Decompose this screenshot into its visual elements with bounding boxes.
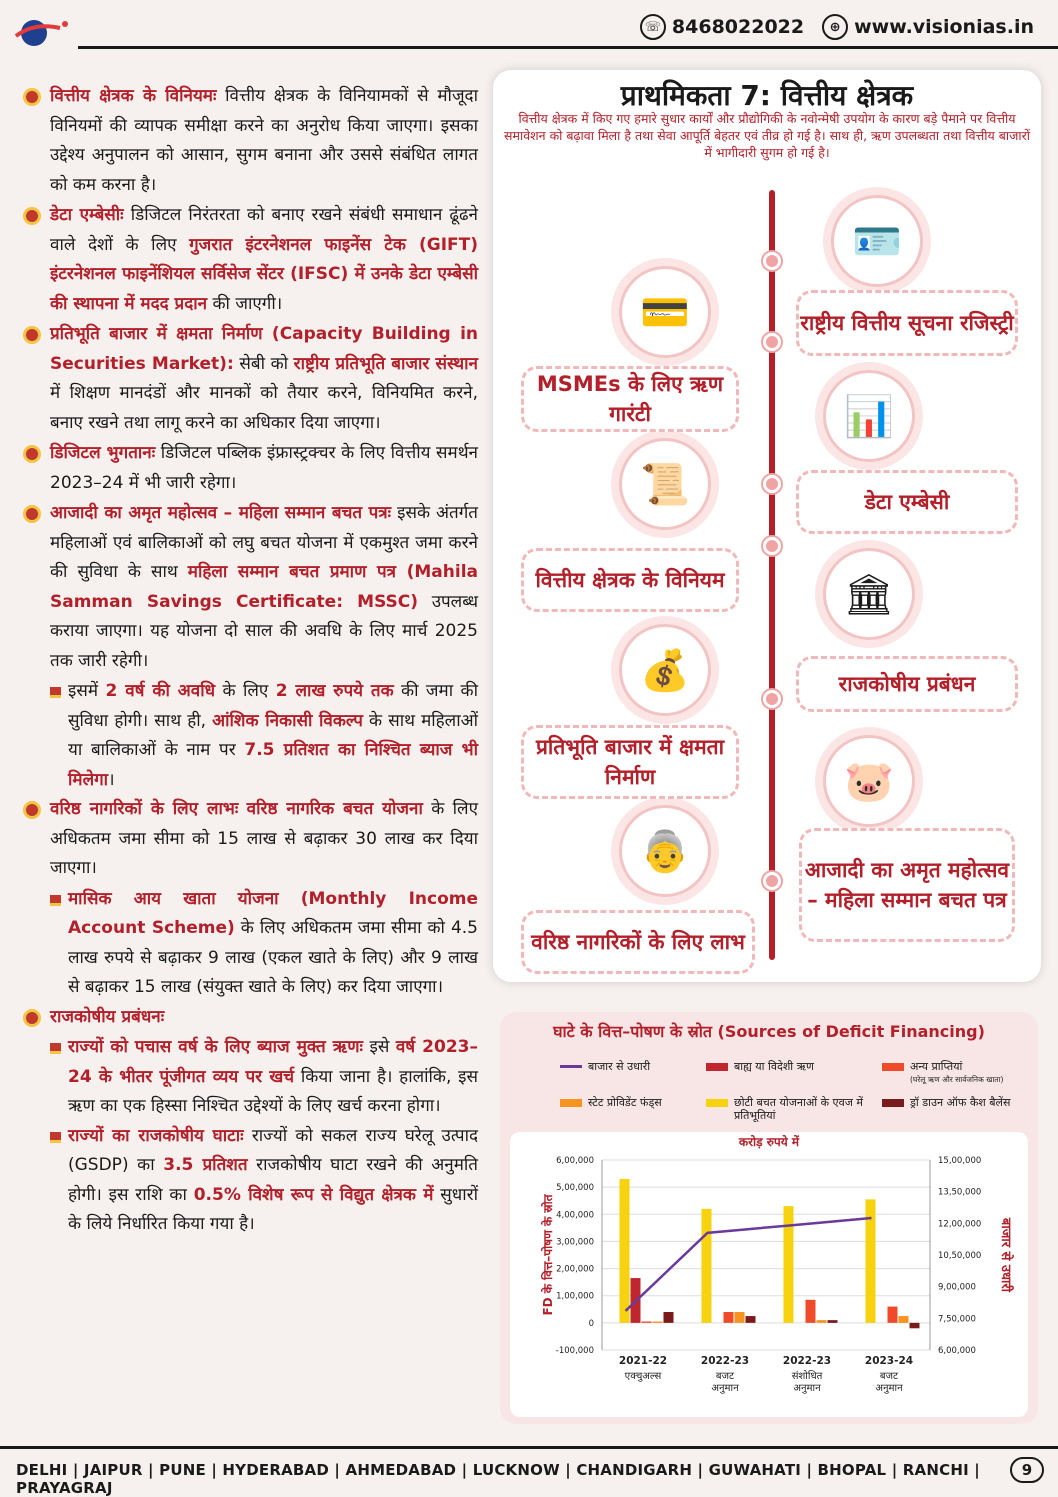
bullet-icon xyxy=(26,329,38,341)
item-heading: प्रतिभूति बाजार में क्षमता निर्माण (Capacity Building in Securities Market): xyxy=(50,324,478,374)
y-tick-label-left: 0 xyxy=(588,1318,594,1329)
list-item xyxy=(22,795,478,884)
item-text: सुधारों के लिये निर्धारित किया गया है। xyxy=(68,1184,478,1234)
sub-list-item xyxy=(22,677,478,795)
bar xyxy=(735,1312,745,1323)
globe-icon: ⊕ xyxy=(822,14,848,40)
item-highlight: गुजरात इंटरनेशनल फाइनेंस टेक (GIFT) इंटरनेशनल फाइनेंशियल सर्विसेज सेंटर (IFSC) में उनके डेटा एम्बेसी की स्थापना में मदद प्रदान xyxy=(50,234,478,314)
header-divider xyxy=(78,46,1058,49)
deficit-financing-chart xyxy=(510,1132,1028,1417)
item-text: डिजिटल निरंतरता को बनाए रखने संबंधी समाधान ढूंढने वाले देशों के लिए xyxy=(50,205,478,255)
item-highlight: वर्ष 2023–24 के भीतर पूंजीगत व्यय पर खर्च xyxy=(68,1037,478,1087)
chart-area xyxy=(510,1132,1028,1417)
bar xyxy=(784,1206,794,1323)
y-tick-label-left: 6,00,000 xyxy=(556,1156,594,1166)
legend-item xyxy=(706,1096,876,1122)
square-bullet-icon xyxy=(50,895,61,906)
sub-list-item xyxy=(22,1033,478,1122)
item-heading: वरिष्ठ नागरिकों के लिए लाभः xyxy=(50,799,239,819)
x-tick-label: 2022-23 xyxy=(700,1355,750,1367)
hand-rupee-icon: 💰 xyxy=(619,624,711,716)
infographic-title: प्राथमिकता 7: वित्तीय क्षेत्रक xyxy=(620,79,914,112)
item-text: । xyxy=(108,769,115,790)
government-building-icon: 🏛 xyxy=(823,548,915,640)
item-text: के लिए अधिकतम जमा सीमा को 15 लाख से बढ़ाकर 30 लाख कर दिया जाएगा। xyxy=(50,799,478,878)
bar xyxy=(899,1316,909,1323)
item-text: में शिक्षण मानदंडों और मानकों को तैयार करने, विनियमित करने, बनाए रखने तथा लागू करने का अधिकार दिया जाएगा। xyxy=(50,383,478,433)
square-bullet-icon xyxy=(50,1132,61,1143)
legend-item xyxy=(560,1096,690,1109)
bullet-icon xyxy=(26,448,38,460)
center-cities: DELHI | JAIPUR | PUNE | HYDERABAD | AHMEDABAD | LUCKNOW | CHANDIGARH | GUWAHATI | BHOPAL | RANCHI | PRAYAGRAJ xyxy=(16,1461,980,1497)
infographic-item: राजकोषीय प्रबंधन xyxy=(796,656,1018,712)
infographic-item: राष्ट्रीय वित्तीय सूचना रजिस्ट्री xyxy=(796,290,1018,356)
timeline-spine xyxy=(769,190,775,960)
item-highlight: आंशिक निकासी विकल्प xyxy=(212,710,363,731)
infographic-description: वित्तीय क्षेत्रक में किए गए हमारे सुधार कार्यों और प्रौद्योगिकी के नवोन्मेषी उपयोग के कारण बड़े पैमाने पर वित्तीय समावेशन को बढ़ावा मिला है तथा सेवा आपूर्ति बेहतर एवं तीव्र हो गई है। साथ ही, ऋण उपलब्धता तथा वित्तीय बाजारों में भागीदारी सुगम हो गई है। xyxy=(504,111,1030,160)
id-card-icon: 🪪 xyxy=(831,195,923,287)
legend-item xyxy=(706,1060,814,1073)
legend-swatch xyxy=(882,1099,904,1107)
timeline-node xyxy=(763,252,781,270)
legend-item xyxy=(882,1096,1012,1109)
item-highlight: 2 लाख रुपये तक xyxy=(275,681,394,701)
legend-swatch xyxy=(882,1063,904,1071)
series-line-market-borrowing xyxy=(626,1218,872,1311)
item-text: किया जाना है। हालांकि, इस ऋण का एक हिस्सा निश्चित उद्देश्यों के लिए खर्च करना होगा। xyxy=(68,1066,478,1116)
website-link[interactable]: www.visionias.in xyxy=(854,16,1034,38)
list-item xyxy=(22,1003,478,1033)
bar xyxy=(664,1312,674,1323)
item-highlight: 3.5 प्रतिशत xyxy=(163,1155,248,1175)
y-tick-label-right: 12,00,000 xyxy=(938,1219,982,1230)
bar xyxy=(888,1307,898,1323)
infographic-item: प्रतिभूति बाजार में क्षमता निर्माण xyxy=(521,725,739,799)
infographic-item: वरिष्ठ नागरिकों के लिए लाभ xyxy=(521,910,755,974)
priority-infographic xyxy=(493,70,1041,982)
phone-icon: ☏ xyxy=(640,14,666,40)
timeline-node xyxy=(763,872,781,890)
x-tick-sublabel: अनुमान xyxy=(793,1383,821,1394)
item-highlight: वरिष्ठ नागरिक बचत योजना xyxy=(246,799,423,819)
y-tick-label-right: 7,50,000 xyxy=(938,1314,976,1325)
item-highlight: 0.5% विशेष रूप से विद्युत क्षेत्रक में xyxy=(193,1184,434,1205)
legend-swatch xyxy=(560,1099,582,1107)
bar xyxy=(817,1320,827,1323)
senior-citizens-icon: 👵 xyxy=(619,805,711,897)
bar xyxy=(806,1300,816,1323)
credit-card-icon: 💳 xyxy=(619,266,711,358)
bar xyxy=(724,1312,734,1323)
y-tick-label-left: -100,000 xyxy=(555,1346,594,1356)
item-text: इसके अंतर्गत महिलाओं एवं बालिकाओं को लघु बचत योजना में एकमुश्त जमा करने की सुविधा के साथ xyxy=(50,503,478,582)
legend-item xyxy=(882,1060,1003,1086)
timeline-node xyxy=(763,333,781,351)
y-tick-label-left: 2,00,000 xyxy=(556,1264,594,1275)
item-text: की जमा की सुविधा होगी। साथ ही, xyxy=(68,681,478,731)
item-highlight: 7.5 प्रतिशत का निश्चित ब्याज भी मिलेगा xyxy=(68,740,479,790)
sub-list-item xyxy=(22,885,478,1003)
y-tick-label-left: 3,00,000 xyxy=(556,1237,594,1248)
infographic-item: डेटा एम्बेसी xyxy=(796,470,1018,534)
item-text: सेबी को xyxy=(233,353,294,374)
item-text: के लिए अधिकतम जमा सीमा को 4.5 लाख रुपये से बढ़ाकर 9 लाख (एकल खाते के लिए) और 9 लाख से बढ़ाकर 15 लाख (संयुक्त खाते के लिए) कर दिया जाएगा। xyxy=(68,918,478,997)
item-heading: आजादी का अमृत महोत्सव – महिला सम्मान बचत पत्रः xyxy=(50,503,392,523)
legend-sublabel: (घरेलू ऋण और सार्वजनिक खाता) xyxy=(910,1075,1004,1084)
bar xyxy=(653,1322,663,1323)
list-item xyxy=(22,82,478,200)
vision-ias-logo-icon xyxy=(12,14,70,48)
bullet-icon xyxy=(26,508,38,520)
legend-label: बाजार से उधारी xyxy=(588,1060,651,1073)
y-tick-label-left: 4,00,000 xyxy=(556,1210,594,1221)
bullet-icon xyxy=(26,804,38,816)
bullet-icon xyxy=(26,1012,38,1024)
contact-info xyxy=(640,14,1034,40)
item-highlight: महिला सम्मान बचत प्रमाण पत्र (Mahila Samman Savings Certificate: MSSC) xyxy=(50,562,478,612)
item-heading: राजकोषीय प्रबंधनः xyxy=(50,1006,165,1027)
y-tick-label-left: 1,00,000 xyxy=(556,1291,594,1302)
legend-swatch xyxy=(706,1063,728,1071)
item-heading: डेटा एम्बेसीः xyxy=(50,205,124,225)
bar xyxy=(746,1316,756,1323)
y-tick-label-right: 15,00,000 xyxy=(938,1156,982,1166)
item-text: राज्यों को सकल राज्य घरेलू उत्पाद (GSDP) का xyxy=(68,1125,479,1175)
x-tick-sublabel: एक्चुअल्स xyxy=(624,1371,662,1382)
item-highlight: 2 वर्ष की अवधि xyxy=(105,681,216,701)
item-text: डिजिटल पब्लिक इंफ्रास्ट्रक्चर के लिए वित्तीय समर्थन 2023–24 में भी जारी रहेगा। xyxy=(50,443,478,493)
timeline-node xyxy=(763,475,781,493)
analytics-icon: 📊 xyxy=(823,370,915,462)
item-text: के साथ महिलाओं या बालिकाओं के नाम पर xyxy=(68,710,478,760)
bar xyxy=(620,1179,630,1323)
x-tick-sublabel: बजट xyxy=(715,1371,735,1382)
x-tick-label: 2022-23 xyxy=(782,1355,832,1367)
page-number: 9 xyxy=(1010,1457,1044,1483)
legend-label: अन्य प्राप्तियां xyxy=(910,1060,963,1073)
item-text xyxy=(238,799,246,819)
item-heading: राज्यों को पचास वर्ष के लिए ब्याज मुक्त ऋणः xyxy=(68,1037,363,1057)
item-text: के लिए xyxy=(215,681,276,701)
bar xyxy=(910,1323,920,1328)
x-tick-sublabel: संशोधित xyxy=(791,1371,823,1382)
item-text: राजकोषीय घाटा रखने की अनुमति होगी। इस राशि का xyxy=(68,1155,478,1205)
item-text: की जाएगी। xyxy=(207,293,283,314)
page-footer xyxy=(0,1446,1058,1497)
y-axis-label-right: बाजार से उधारी xyxy=(998,1217,1013,1293)
item-text: इसमें xyxy=(68,681,106,701)
item-heading: वित्तीय क्षेत्रक के विनियमः xyxy=(50,86,217,106)
list-item xyxy=(22,320,478,438)
item-heading: राज्यों का राजकोषीय घाटाः xyxy=(68,1125,244,1146)
x-tick-sublabel: बजट xyxy=(879,1371,899,1382)
infographic-item: आजादी का अमृत महोत्सव – महिला सम्मान बचत पत्र xyxy=(799,828,1015,942)
bar xyxy=(702,1209,712,1323)
item-text: इसे xyxy=(362,1037,396,1057)
legend-label: छोटी बचत योजनाओं के एवज में प्रतिभूतियां xyxy=(734,1096,863,1122)
chart-unit-label: करोड़ रुपये में xyxy=(738,1135,800,1149)
legend-label: स्टेट प्रोविडेंट फंड्स xyxy=(588,1096,662,1109)
legend-label: बाह्य या विदेशी ऋण xyxy=(734,1060,814,1073)
deficit-financing-chart-panel xyxy=(500,1012,1038,1424)
list-item xyxy=(22,499,478,676)
legend-swatch xyxy=(706,1099,728,1107)
x-tick-label: 2023-24 xyxy=(864,1355,914,1367)
bar xyxy=(828,1320,838,1323)
list-item xyxy=(22,439,478,498)
legend-item xyxy=(560,1060,650,1073)
list-item xyxy=(22,201,478,319)
phone-number: 8468022022 xyxy=(671,16,805,38)
legend-swatch xyxy=(560,1065,582,1068)
item-heading: डिजिटल भुगतानः xyxy=(50,443,156,463)
page-header xyxy=(0,0,1058,50)
bullet-icon xyxy=(26,210,38,222)
bullet-icon xyxy=(26,91,38,103)
timeline-node xyxy=(763,690,781,708)
y-tick-label-right: 10,50,000 xyxy=(938,1251,982,1261)
certificate-stamp-icon: 📜 xyxy=(619,438,711,530)
legend-label: ड्रॉ डाउन ऑफ कैश बैलेंस xyxy=(910,1096,1011,1109)
y-tick-label-right: 9,00,000 xyxy=(938,1282,976,1293)
bar xyxy=(642,1322,652,1323)
infographic-item: MSMEs के लिए ऋण गारंटी xyxy=(521,366,739,432)
square-bullet-icon xyxy=(50,687,61,698)
piggy-bank-icon: 🐷 xyxy=(823,735,915,827)
sub-list-item xyxy=(22,1122,478,1240)
x-tick-sublabel: अनुमान xyxy=(711,1383,739,1394)
square-bullet-icon xyxy=(50,1043,61,1054)
chart-title: घाटे के वित्त–पोषण के स्रोत (Sources of Deficit Financing) xyxy=(553,1022,985,1041)
y-tick-label-right: 13,50,000 xyxy=(938,1187,982,1198)
timeline-node xyxy=(763,537,781,555)
item-text: वित्तीय क्षेत्रक के विनियामकों से मौजूदा विनियमों की व्यापक समीक्षा करने का अनुरोध किया जाएगा। इसका उद्देश्य अनुपालन को आसान, सुगम बनाना और उससे संबंधित लागत को कम करना है। xyxy=(50,86,478,195)
left-column xyxy=(22,82,478,1240)
item-highlight: मासिक आय खाता योजना (Monthly Income Account Scheme) xyxy=(68,888,478,938)
y-axis-label-left: FD के वित्त–पोषण के स्रोत xyxy=(541,1194,555,1316)
x-tick-label: 2021-22 xyxy=(618,1355,668,1367)
infographic-item: वित्तीय क्षेत्रक के विनियम xyxy=(521,548,739,612)
y-tick-label-left: 5,00,000 xyxy=(556,1183,594,1194)
item-text: उपलब्ध कराया जाएगा। यह योजना दो साल की अवधि के लिए मार्च 2025 तक जारी रहेगी। xyxy=(50,591,478,671)
x-tick-sublabel: अनुमान xyxy=(875,1383,903,1394)
item-highlight: राष्ट्रीय प्रतिभूति बाजार संस्थान xyxy=(293,353,478,374)
y-tick-label-right: 6,00,000 xyxy=(938,1346,976,1356)
